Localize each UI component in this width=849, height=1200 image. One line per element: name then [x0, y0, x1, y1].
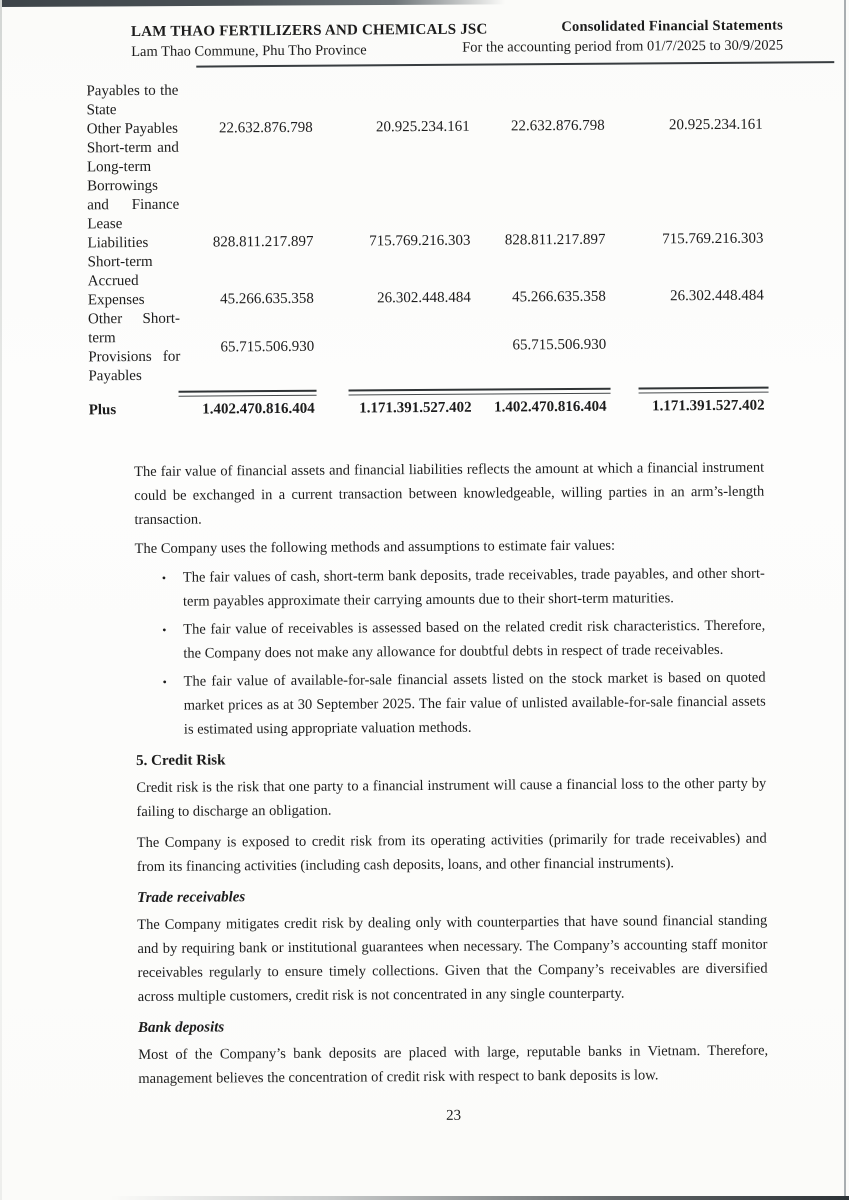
credit-risk-paragraph-1: Credit risk is the risk that one party to a financial instrument will cause a financial loss to the other party by failing to discharge an obligation. — [136, 775, 767, 821]
page-number: 23 — [446, 1107, 462, 1124]
bank-deposits-paragraph: Most of the Company’s bank deposits are placed with large, reputable banks in Vietnam. Therefore, management believes the concentration of credit risk with respect to bank deposits is low. — [138, 1042, 769, 1088]
credit-risk-heading: 5. Credit Risk — [136, 752, 226, 770]
bullet-marker: • — [161, 570, 167, 585]
row-label: Short-term Accrued Expenses — [87, 253, 153, 309]
trade-receivables-heading: Trade receivables — [137, 889, 246, 907]
cell-value: 26.302.448.484 — [670, 287, 764, 305]
bullet-list — [135, 562, 766, 742]
cell-value: 715.769.216.303 — [369, 232, 471, 250]
bullet-item — [135, 614, 765, 666]
totals-divider-segment — [639, 387, 769, 394]
totals-divider-segment — [179, 390, 317, 397]
bullet-marker: • — [162, 674, 167, 689]
bullet-text: The fair values of cash, short-term bank deposits, trade receivables, trade payables, and other short-term payables approximate their carrying amounts due to their short-term maturities. — [182, 565, 765, 610]
total-value: 1.171.391.527.402 — [359, 399, 472, 417]
table-row — [88, 306, 775, 387]
cell-value: 22.632.876.798 — [218, 119, 313, 137]
methods-intro: The Company uses the following methods and assumptions to estimate fair values: — [134, 537, 616, 558]
scan-artifact-bottom-edge — [110, 1196, 849, 1200]
accounting-period: For the accounting period from 01/7/2025 to 30/9/2025 — [462, 37, 784, 56]
cell-value: 828.811.217.897 — [212, 233, 314, 251]
total-value: 1.171.391.527.402 — [652, 397, 765, 415]
table-row — [88, 249, 774, 311]
totals-divider-segment — [349, 388, 611, 396]
row-label: Payables to the State — [86, 82, 179, 119]
row-label: Other Short-term Provisions for Payables — [87, 310, 181, 385]
row-label: Other Payables — [86, 120, 178, 138]
page-header — [0, 0, 845, 69]
document-title: Consolidated Financial Statements — [561, 17, 784, 36]
cell-value — [314, 346, 471, 347]
table-row — [87, 135, 774, 254]
bullet-text: The fair value of receivables is assessed based on the related credit risk characteristics. Therefore, the Company does not make any allowance for doubtful debts in respect of trade receivables. — [183, 617, 766, 662]
cell-value: 828.811.217.897 — [504, 231, 606, 249]
cell-value: 715.769.216.303 — [662, 230, 764, 248]
company-name: LAM THAO FERTILIZERS AND CHEMICALS JSC — [130, 21, 488, 41]
cell-value: 22.632.876.798 — [510, 117, 605, 135]
cell-value: 65.715.506.930 — [512, 336, 607, 353]
total-row — [89, 397, 775, 421]
financial-table — [86, 78, 774, 421]
cell-value — [606, 344, 764, 345]
cell-value: 26.302.448.484 — [377, 289, 471, 307]
cell-value: 20.925.234.161 — [668, 116, 763, 134]
bullet-text: The fair value of available-for-sale financial assets listed on the stock market is based on quoted market prices as at 30 September 2025. The fair value of unlisted available-for-sale financial assets is estimated using appropriate valuation methods. — [183, 669, 766, 738]
fair-value-paragraph: The fair value of financial assets and financial liabilities reflects the amount at which a financial instrument could be exchanged in a current transaction between knowledgeable, willing parties in an arm’s-length transaction. — [134, 459, 765, 529]
header-right-block — [426, 17, 783, 56]
cell-value: 45.266.635.358 — [512, 288, 606, 306]
bank-deposits-heading: Bank deposits — [137, 1019, 225, 1037]
notes-body — [134, 456, 769, 1130]
cell-value: 45.266.635.358 — [220, 290, 314, 308]
bullet-item — [135, 666, 765, 742]
company-address: Lam Thao Commune, Phu Tho Province — [131, 42, 367, 61]
bullet-marker: • — [162, 622, 167, 637]
table-row — [86, 78, 772, 121]
cell-value: 20.925.234.161 — [375, 118, 470, 136]
trade-receivables-paragraph: The Company mitigates credit risk by dealing only with counterparties that have sound financial standing and by requiring bank or institutional guarantees when necessary. The Company’s accounting staff monitor receivables regularly to ensure timely collections. Given that the Company’s receivables are diversified across multiple customers, credit risk is not concentrated in any single counterparty. — [137, 912, 768, 1006]
total-value: 1.402.470.816.404 — [494, 398, 607, 416]
total-label: Plus — [88, 402, 117, 419]
header-divider — [196, 61, 834, 67]
credit-risk-paragraph-2: The Company is exposed to credit risk from its operating activities (primarily for trade receivables) and from its financing activities (including cash deposits, loans, and other financial instruments). — [136, 830, 767, 876]
cell-value: 65.715.506.930 — [220, 338, 315, 355]
totals-divider — [89, 387, 775, 398]
row-label: Short-term and Long-term Borrowings and Finance Lease Liabilities — [86, 139, 180, 252]
bullet-item — [135, 562, 765, 614]
total-value: 1.402.470.816.404 — [202, 400, 315, 418]
